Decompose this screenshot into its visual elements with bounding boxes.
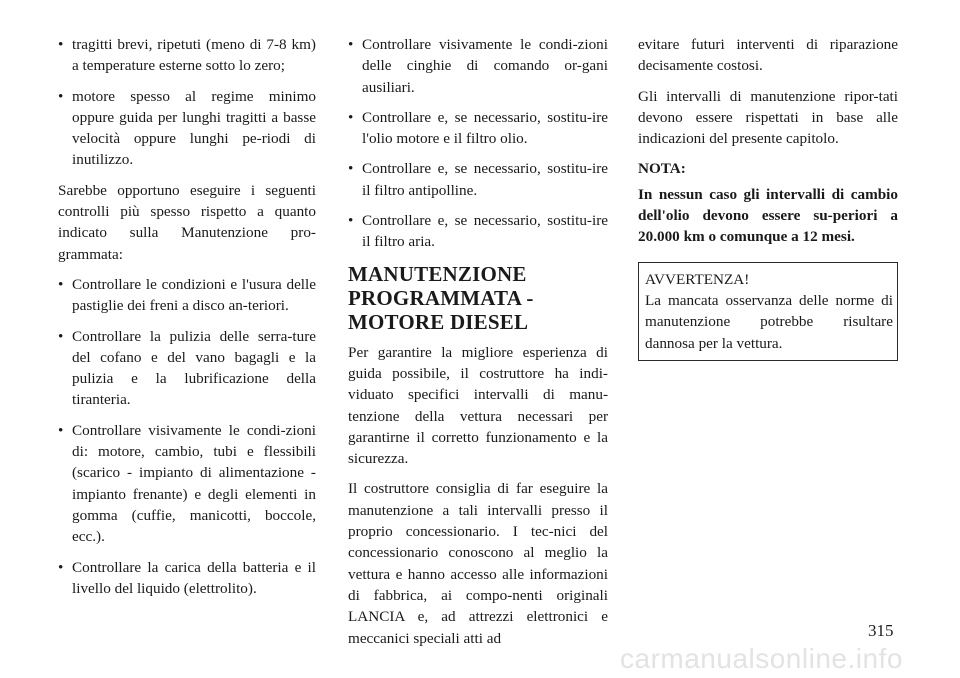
list-item: • Controllare e, se necessario, sostitu-ire il filtro antipolline. bbox=[348, 158, 608, 201]
body-paragraph: Per garantire la migliore esperienza di guida possibile, il costruttore ha indi-viduato specifici intervalli di manu-tenzione della vettura necessari per garantirne il corretto funzionamento e la sicurezza. bbox=[348, 343, 608, 468]
list-item: • Controllare la carica della batteria e il livello del liquido (elettrolito). bbox=[58, 557, 316, 600]
list-item: • tragitti brevi, ripetuti (meno di 7-8 km) a temperature esterne sotto lo zero; bbox=[58, 34, 316, 77]
text-column-right bbox=[638, 34, 898, 361]
list-item: • Controllare la pulizia delle serra-ture del cofano e del vano bagagli e la pulizia e la lubrificazione della tiranteria. bbox=[58, 326, 316, 411]
body-paragraph: Il costruttore consiglia di far eseguire la manutenzione a tali intervalli presso il proprio concessionario. I tec-nici del concessionario conoscono al meglio la vettura e hanno accesso alle informazioni di fabbrica, ai compo-nenti originali LANCIA e, ad attrezzi elettronici e meccanici speciali atti ad bbox=[348, 480, 608, 647]
bullet-list-conditions bbox=[58, 34, 316, 171]
list-item: • Controllare le condizioni e l'usura delle pastiglie dei freni a disco an-teriori. bbox=[58, 274, 316, 317]
note-text: In nessun caso gli intervalli di cambio dell'olio devono essere su-periori a 20.000 km o comunque a 12 mesi. bbox=[638, 185, 898, 246]
text-column-middle bbox=[348, 34, 608, 658]
note-label: NOTA: bbox=[638, 160, 686, 178]
body-paragraph: Sarebbe opportuno eseguire i seguenti controlli più spesso rispetto a quanto indicato sulla Manutenzione pro-grammata: bbox=[58, 181, 316, 263]
section-heading: MANUTENZIONE PROGRAMMATA - MOTORE DIESEL bbox=[348, 261, 534, 334]
watermark-logo: carmanualsonline.info bbox=[620, 643, 903, 674]
warning-title: AVVERTENZA! bbox=[645, 270, 750, 288]
bullet-list-checks-continued bbox=[348, 34, 608, 253]
list-item: • motore spesso al regime minimo oppure guida per lunghi tragitti a basse velocità oppure lunghi pe-riodi di inutilizzo. bbox=[58, 86, 316, 171]
warning-box bbox=[638, 262, 898, 361]
list-item: • Controllare visivamente le condi-zioni delle cinghie di comando or-gani ausiliari. bbox=[348, 34, 608, 98]
list-item: • Controllare visivamente le condi-zioni di: motore, cambio, tubi e flessibili (scarico - impianto di alimentazione - impianto frenante) e degli elementi in gomma (cuffie, manicotti, boccole, ecc.). bbox=[58, 420, 316, 548]
warning-text: La mancata osservanza delle norme di manutenzione potrebbe risultare dannosa per la vettura. bbox=[645, 291, 893, 352]
page-number: 315 bbox=[868, 621, 894, 640]
bullet-list-checks bbox=[58, 274, 316, 599]
list-item: • Controllare e, se necessario, sostitu-ire l'olio motore e il filtro olio. bbox=[348, 107, 608, 150]
text-column-left bbox=[58, 34, 316, 608]
list-item: • Controllare e, se necessario, sostitu-ire il filtro aria. bbox=[348, 210, 608, 253]
body-paragraph: Gli intervalli di manutenzione ripor-tati devono essere rispettati in base alle indicazioni del presente capitolo. bbox=[638, 87, 898, 148]
body-paragraph: evitare futuri interventi di riparazione decisamente costosi. bbox=[638, 36, 898, 75]
